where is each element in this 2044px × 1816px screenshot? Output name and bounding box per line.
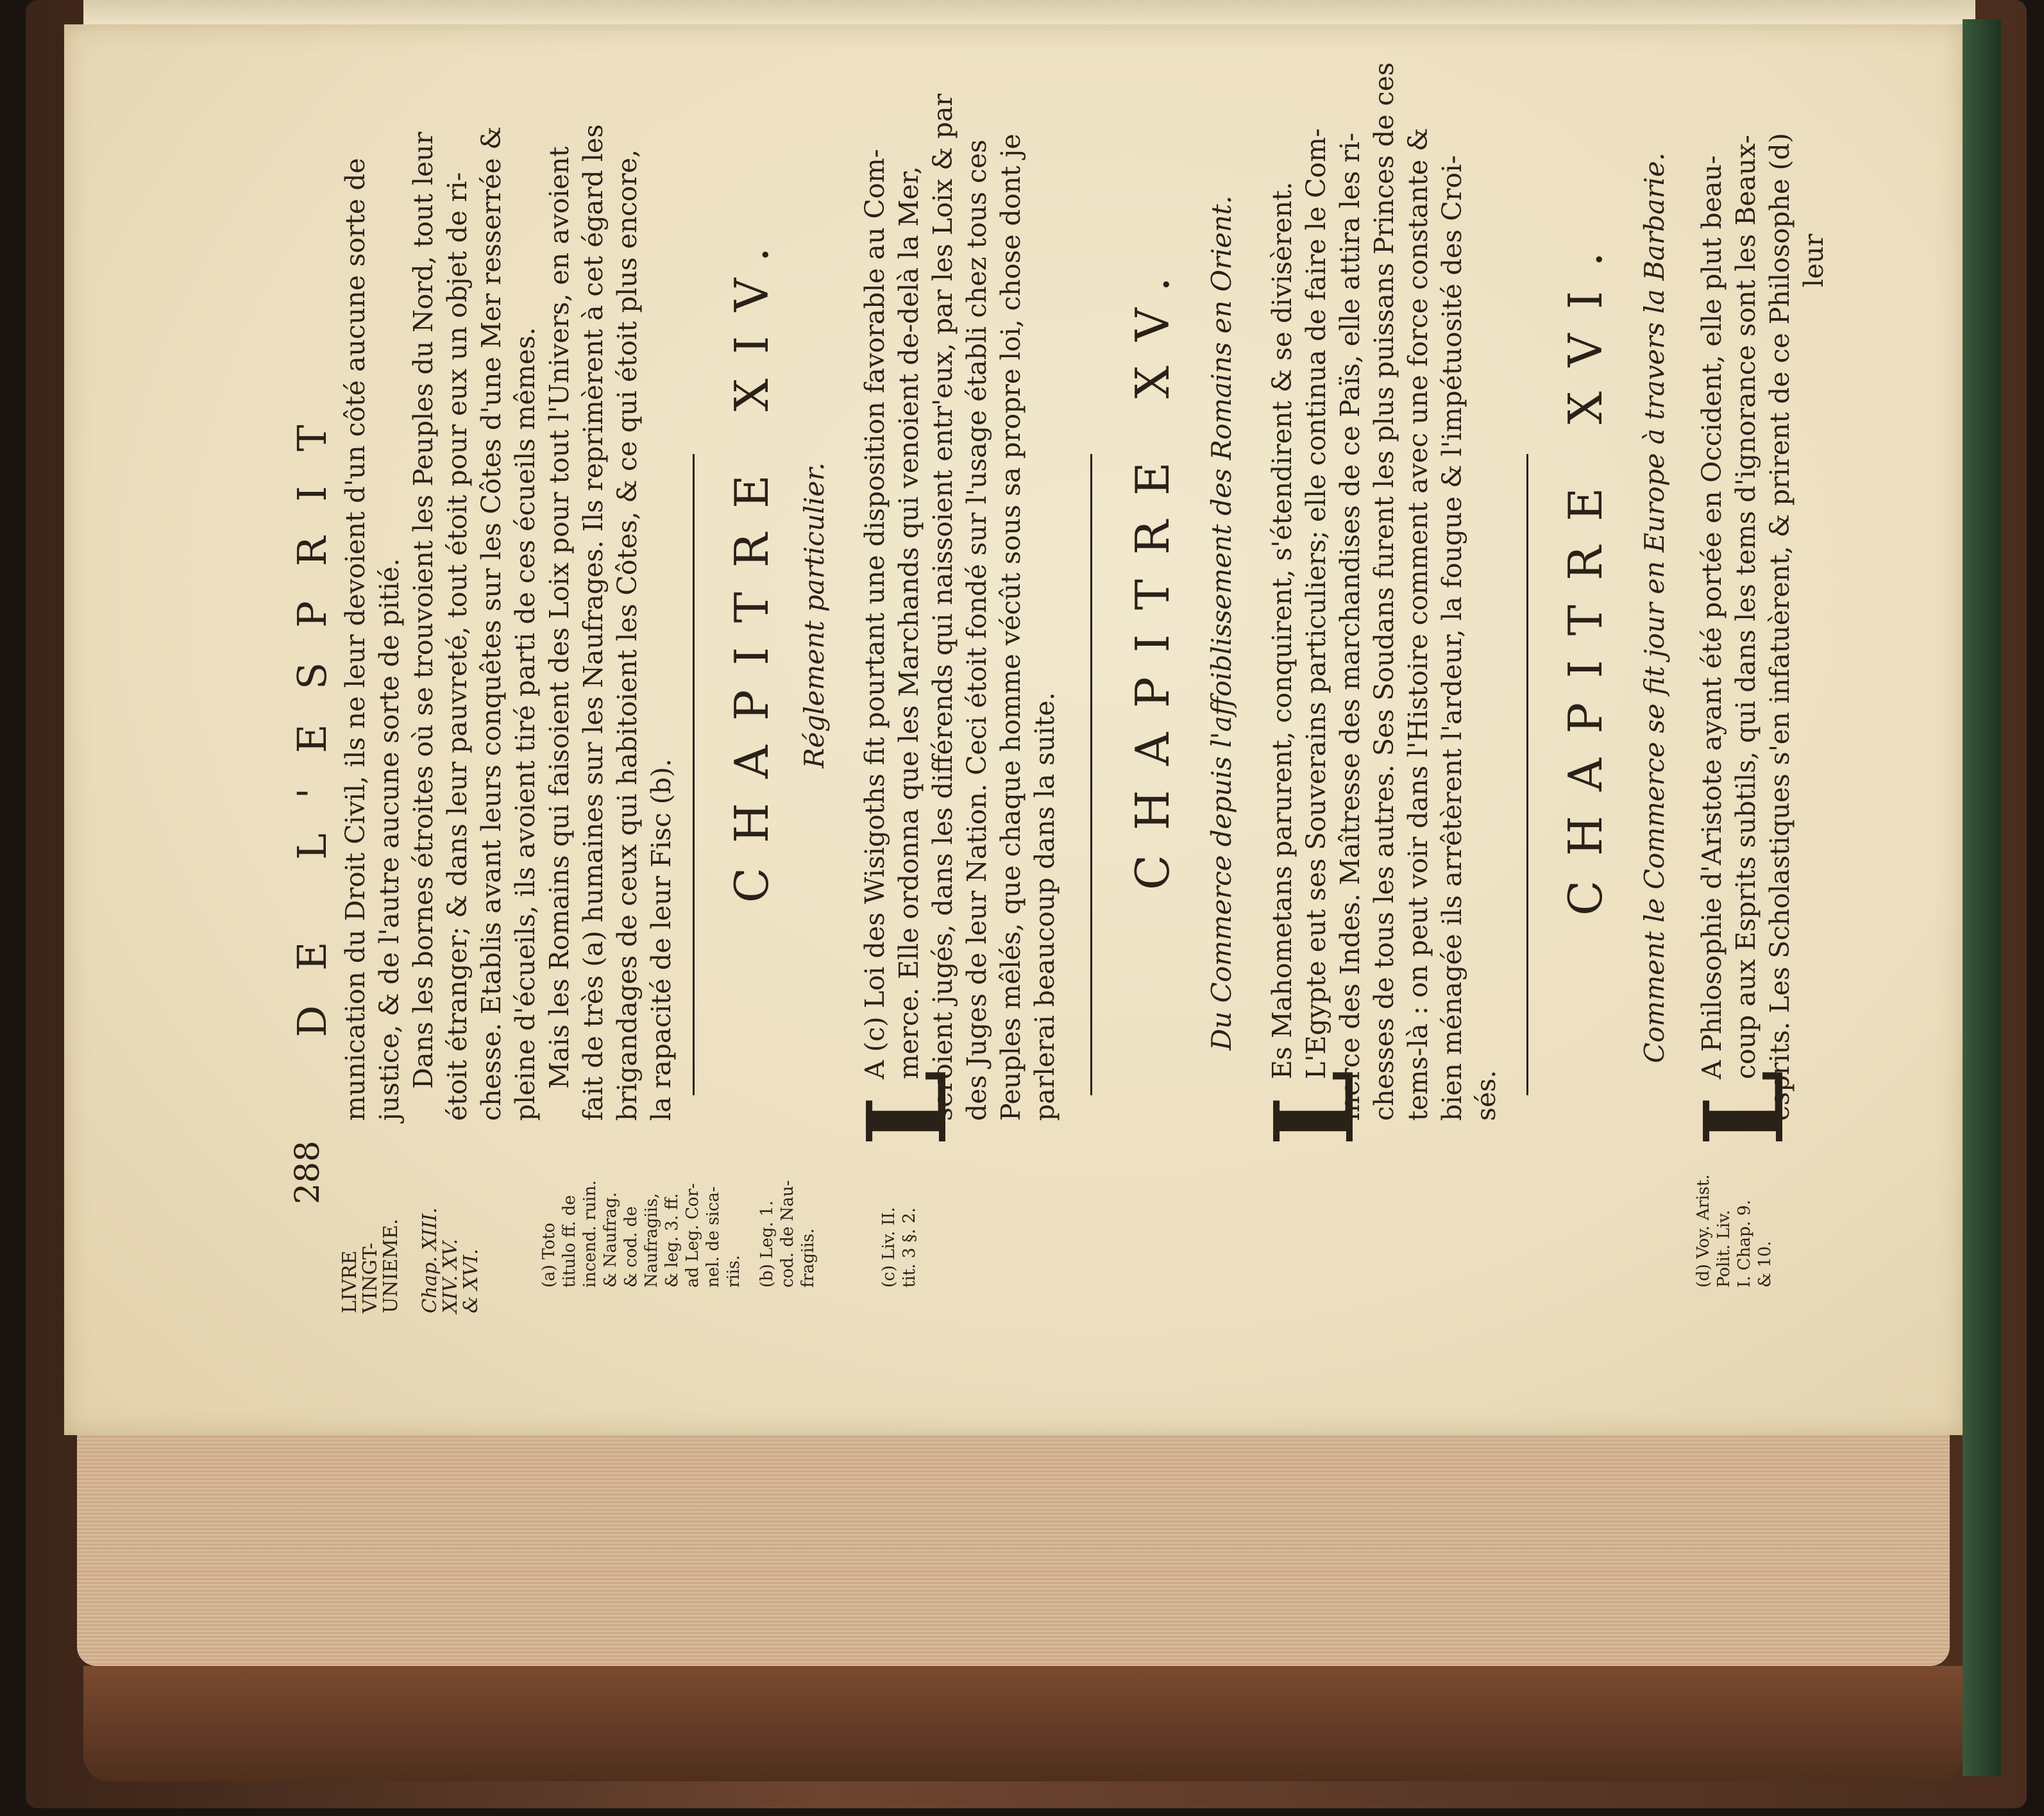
text-line: pleine d'écueils, ils avoient tiré parti de ces écueils mêmes. <box>510 327 541 1121</box>
separator-rule <box>1090 454 1092 1095</box>
text-line: sés. <box>1471 1070 1501 1121</box>
text-line: munication du Droit Civil, ils ne leur devoient d'un côté aucune sorte de <box>340 158 371 1121</box>
footnote-a <box>539 1181 744 1288</box>
book-spine <box>1963 19 2001 1776</box>
text-line: parlerai beaucoup dans la suite. <box>1029 692 1060 1121</box>
note-line: incend. ruin. <box>580 1180 600 1288</box>
running-head: DE L'ESPRIT <box>289 390 335 1038</box>
cover-bottom-edge <box>83 1666 1963 1781</box>
margin-line: UNIEME. <box>380 1218 402 1313</box>
note-line: & leg. 3. ff. <box>663 1193 682 1288</box>
chapter15-heading: CHAPITRE XV. <box>1126 253 1179 890</box>
text-line: Es Mahometans parurent, conquirent, s'étendirent & se divisèrent. <box>1267 181 1297 1079</box>
text-line: étoit étranger; & dans leur pauvreté, tout étoit pour eux un objet de ri- <box>442 172 473 1121</box>
catchword: leur <box>1798 233 1829 287</box>
note-line: tit. 3 §. 2. <box>900 1207 919 1288</box>
chapter16-heading: CHAPITRE XVI. <box>1558 227 1612 916</box>
chapter15-subtitle: Du Commerce depuis l'affoiblissement des Romains en Orient. <box>1206 195 1237 1050</box>
text-line: la rapacité de leur Fisc (b). <box>646 759 677 1121</box>
text-line: coup aux Esprits subtils, qui dans les tems d'ignorance sont les Beaux- <box>1730 135 1761 1079</box>
text-line: chesse. Etablis avant leurs conquêtes sur les Côtes d'une Mer resserrée & <box>476 126 507 1121</box>
text-line: Dans les bornes étroites où se trouvoient les Peuples du Nord, tout leur <box>408 131 439 1089</box>
rotated-text-block <box>115 24 1963 1313</box>
text-line: brigandages de ceux qui habitoient les Côtes, & ce qui étoit plus encore, <box>612 149 643 1121</box>
text-line: merce. Elle ordonna que les Marchands qui venoient de-delà la Mer, <box>893 166 924 1079</box>
margin-line: VINGT- <box>359 1242 382 1313</box>
note-line: titulo ff. de <box>560 1195 579 1288</box>
page-block-edge <box>77 1435 1950 1666</box>
text-line: fait de très (a) humaines sur les Naufrages. Ils reprimèrent à cet égard les <box>578 124 609 1121</box>
margin-line: Chap. XIII. <box>419 1207 441 1313</box>
text-line: Peuples mêlés, que chaque homme vécût sous sa propre loi, chose dont je <box>995 133 1026 1121</box>
note-line: & Naufrag. <box>601 1192 620 1288</box>
chapter16-dropcap: L <box>1680 1070 1809 1147</box>
note-line: (a) Toto <box>539 1222 559 1288</box>
footnote-c <box>879 1207 920 1288</box>
note-line: (b) Leg. 1. <box>757 1200 777 1288</box>
chapter14-heading: CHAPITRE XIV. <box>725 223 779 903</box>
note-line: cod. de Nau- <box>778 1180 797 1288</box>
page-number: 288 <box>289 1140 327 1204</box>
note-line: ad Leg. Cor- <box>683 1183 702 1288</box>
note-line: fragiis. <box>798 1228 818 1288</box>
note-line: (c) Liv. II. <box>879 1207 899 1288</box>
text-line: L'Egypte eut ses Souverains particuliers; elle continua de faire le Com- <box>1301 128 1331 1079</box>
text-line: des Juges de leur Nation. Ceci étoit fondé sur l'usage établi chez tous ces <box>961 139 992 1121</box>
note-line: nel. de sica- <box>704 1186 723 1288</box>
text-line: esprits. Les Scholastiques s'en infatuèrent, & prirent de ce Philosophe (d) <box>1764 133 1795 1121</box>
text-line: A Philosophie d'Aristote ayant été portée en Occident, elle plut beau- <box>1696 155 1727 1079</box>
margin-line: LIVRE <box>339 1250 361 1313</box>
text-line: A (c) Loi des Wisigoths fit pourtant une disposition favorable au Com- <box>859 149 890 1079</box>
footnote-b <box>757 1181 818 1288</box>
separator-rule <box>1526 454 1528 1095</box>
note-line: & cod. de <box>621 1206 641 1288</box>
text-line: chesses de tous les autres. Ses Soudans furent les plus puissans Princes de ces <box>1369 62 1399 1121</box>
margin-chapter-label <box>420 1207 482 1313</box>
text-line: justice, & de l'autre aucune sorte de pitié. <box>374 558 405 1121</box>
note-line: (d) Voy. Arist. <box>1694 1174 1713 1288</box>
note-line: Polit. Liv. <box>1714 1209 1734 1288</box>
note-line: I. Chap. 9. <box>1735 1200 1754 1288</box>
text-line: bien ménagée ils arrêtèrent l'ardeur, la fougue & l'impétuosité des Croi- <box>1437 155 1467 1121</box>
note-line: & 10. <box>1755 1241 1775 1288</box>
separator-rule <box>693 454 695 1095</box>
book-page <box>64 24 1963 1435</box>
chapter14-dropcap: L <box>843 1070 972 1147</box>
chapter14-subtitle: Réglement particulier. <box>798 462 830 768</box>
note-line: riis. <box>724 1255 743 1288</box>
text-line: tems-là : on peut voir dans l'Histoire comment avec une force constante & <box>1403 128 1433 1121</box>
margin-book-label <box>340 1219 401 1313</box>
chapter15-dropcap: L <box>1251 1070 1379 1147</box>
footnote-d <box>1693 1174 1775 1288</box>
margin-line: & XVI. <box>460 1248 482 1313</box>
note-line: Naufragiis, <box>642 1193 661 1288</box>
text-line: merce des Indes. Maîtresse des marchandises de ce Païs, elle attira les ri- <box>1335 132 1365 1121</box>
margin-line: XIV. XV. <box>439 1238 462 1313</box>
text-line: Mais les Romains qui faisoient des Loix pour tout l'Univers, en avoient <box>544 146 575 1089</box>
chapter16-subtitle: Comment le Commerce se fit jour en Europe à travers la Barbarie. <box>1639 152 1670 1063</box>
text-line: seroient jugés, dans les différends qui naissoient entr'eux, par les Loix & par <box>927 93 958 1121</box>
